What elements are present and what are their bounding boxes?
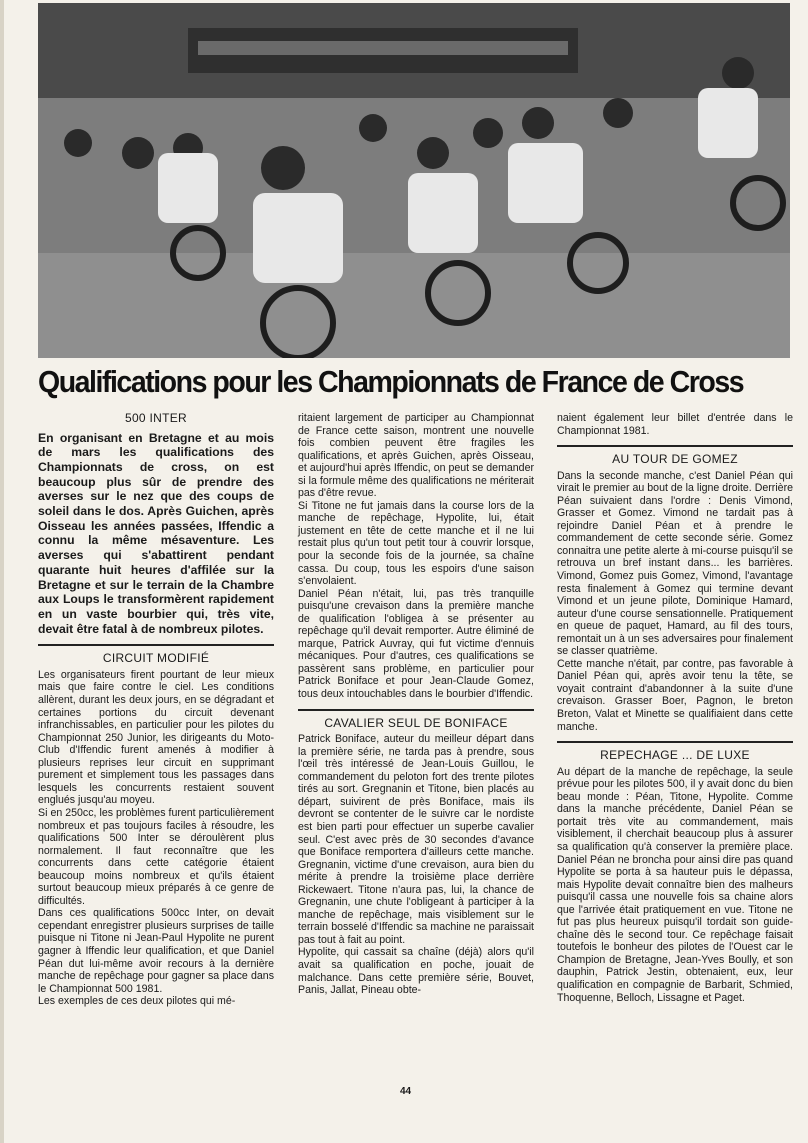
column-3	[557, 412, 793, 1004]
heading-circuit-modifie: CIRCUIT MODIFIÉ	[38, 644, 274, 665]
paragraph: Dans ces qualifications 500cc Inter, on devait cependant enregistrer plusieurs surprises de taille puisque ni Titone ni Jean-Paul Hypolite ne purent gagner à Iffendic leur qualification, et que Daniel Péan dut lui-même avoir recours à la dernière manche de repêchage pour gagner sa place dans le Championnat 500 1981.	[38, 907, 274, 995]
motocross-photo	[38, 3, 790, 358]
heading-repechage: REPECHAGE ... DE LUXE	[557, 741, 793, 762]
paragraph: Patrick Boniface, auteur du meilleur départ dans la première série, ne tarda pas à prendre, sous l'œil très intéressé de Jean-Louis Guillou, le commandement du peloton fort des trente pilotes tirés au sort. Gregnanin et Titone, bien placés au départ, suivirent de près Boniface, mais ils devront se contenter de le suivre car le nordiste est bien parti pour effectuer un superbe cavalier seul. C'est avec près de 30 secondes d'avance que Boniface remportera d'ailleurs cette manche. Gregnanin, victime d'une crevaison, aura bien du mérite à prendre la troisième place derrière Rickewaert. Titone n'aura pas, lui, la chance de Gregnanin, une chute l'obligeant à participer à la manche de repêchage, mais visiblement sur le terrain bosselé d'Iffendic sa machine ne paraissait pas tout à fait au point.	[298, 733, 534, 946]
heading-cavalier-seul: CAVALIER SEUL DE BONIFACE	[298, 709, 534, 730]
paragraph: Les exemples de ces deux pilotes qui mé-	[38, 995, 236, 1008]
page-number: 44	[400, 1086, 412, 1097]
paragraph: Dans la seconde manche, c'est Daniel Péan qui virait le premier au bout de la ligne droite. Derrière Péan suivaient dans l'ordre : Denis Vimond, Grasser et Gomez. Vimond ne tardait pas à rejoindre Daniel Péan et à prendre le commandement de cette seconde série. Gomez connaitra une petite alerte à mi-course puisqu'il se retrouva un bref instant dans... les barrières. Vimond, Gomez puis Gomez, Vimond, l'avantage resta finalement à Gomez qui termine devant Vimond et un jeune pilote, Dominique Hamard, auteur d'une course sensationnelle. Pratiquement en queue de paquet, Hamard, au fil des tours, remontait un à un ses adversaires pour finalement se classer quatrième.	[557, 469, 793, 658]
paragraph: ritaient largement de participer au Championnat de France cette saison, montrent une nouvelle fois combien peuvent être fragiles les qualifications, et après Guichen, après Oisseau, et aujourd'hui après Iffendic, on peut se demander si la formule même des qualifications ne mériterait pas d'être revue.	[298, 412, 534, 500]
article-title: Qualifications pour les Championnats de France de Cross	[38, 364, 744, 399]
column-1	[38, 412, 274, 1008]
section-label-500-inter: 500 INTER	[124, 411, 188, 425]
heading-au-tour-de-gomez: AU TOUR DE GOMEZ	[557, 445, 793, 466]
motocross-photo-illustration	[38, 3, 790, 358]
paragraph: Les organisateurs firent pourtant de leur mieux mais que faire contre le ciel. Les conditions allèrent, durant les deux jours, en se dégradant et certaines portions du circuit devenant infranchissables, en particulier pour les pilotes du Championnat 250 Junior, les dirigeants du Moto-Club d'Iffendic furent amenés à modifier à plusieurs reprises leur circuit en supprimant purement et simplement tous les passages dans lesquels les concurrents restaient souvent englués jusqu'au moyeu.	[38, 668, 274, 807]
paragraph: Si Titone ne fut jamais dans la course lors de la manche de repêchage, Hypolite, lui, était justement en tête de cette manche et il ne lui restait plus qu'un tout petit tour à couvrir lorsque, pour la seconde fois de la journée, sa chaîne cassa. Du coup, tous les espoirs d'une saison s'envolaient.	[298, 499, 534, 588]
paragraph: Cette manche n'était, par contre, pas favorable à Daniel Péan qui, après avoir tenu la tête, se voyait contraint d'abandonner à la suite d'une crevaison. Grasser Boer, Pagnon, le breton Breton, Valat et Minette se qualifiaient dans cette manche.	[557, 657, 793, 733]
paragraph: Hypolite, qui cassait sa chaîne (déjà) alors qu'il avait sa qualification en poche, jouait de malchance. Dans cette première série, Bouvet, Panis, Jallat, Pineau obte-	[298, 946, 534, 997]
column-2	[298, 412, 534, 997]
paragraph: Si en 250cc, les problèmes furent particulièrement nombreux et pas toujours faciles à résoudre, les qualifications 500 Inter se déroulèrent plus normalement. Il faut reconnaître que les concurrents dans cette catégorie étaient beaucoup moins nombreux et qu'ils étaient surtout beaucoup mieux préparés à ce genre de difficultés.	[38, 806, 274, 907]
lead-paragraph: En organisant en Bretagne et au mois de mars les qualifications des Championnats de cross, on est beaucoup plus sûr de prendre des averses sur le nez que des coups de soleil dans le dos. Après Guichen, après Oisseau les années passées, Iffendic a connu la même mésaventure. Les averses qui s'abattirent pendant quarante huit heures d'affilée sur la Bretagne et sur le terrain de la Chambre aux Loups le transformèrent rapidement en un vaste bourbier qui, très vite, devait être fatal à de nombreux pilotes.	[38, 430, 274, 636]
page-fold-shadow	[0, 0, 4, 1143]
paragraph: Au départ de la manche de repêchage, la seule prévue pour les pilotes 500, il y avait donc du bien beau monde : Péan, Titone, Hypolite. Comme dans la manche précédente, Daniel Péan se portait très vite au commandement, mais visiblement, il cherchait beaucoup plus à assurer sa qualification qu'à conserver la première place. Daniel Péan ne broncha pour ainsi dire pas quand Hypolite se porta à sa hauteur puis le dépassa, mais Hypolite devait connaître bien des malheurs puisqu'il cassa une nouvelle fois sa chaine alors que l'arrivée était pratiquement en vue. Titone ne fut pas plus heureux puisqu'il tordait son guide-chaîne dès le second tour. Ce repêchage faisait toutefois le bonheur des pilotes de l'Ouest car le Champion de Bretagne, Jean-Yves Boully, et son dauphin, Patrick Jestin, obtenaient, eux, leur qualification en compagnie de Barbarit, Schmied, Thoquenne, Belloch, Lissagne et Paget.	[557, 765, 793, 1004]
paragraph: naient également leur billet d'entrée dans le Championnat 1981.	[557, 412, 793, 437]
paragraph: Daniel Péan n'était, lui, pas très tranquille puisqu'une crevaison dans la première manche de qualification l'obligea à se présenter au repêchage qu'il devait remporter. Autre éliminé de marque, Patrick Auvray, qui fut victime d'ennuis mécaniques. Pour d'autres, ces qualifications se passèrent sans problème, en particulier pour Patrick Boniface et pour Jean-Claude Gomez, tous deux intouchables dans le bourbier d'Iffendic.	[298, 587, 534, 701]
